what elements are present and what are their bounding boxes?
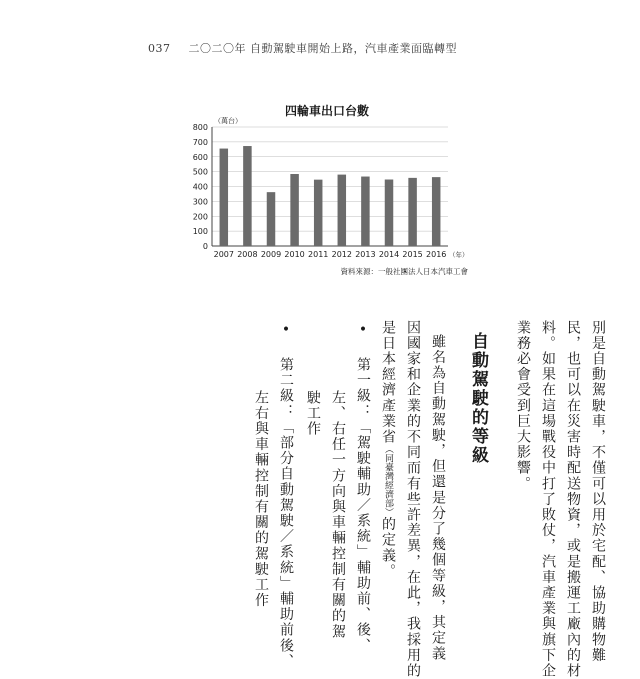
bar-2015 — [408, 178, 416, 246]
bullet-level-1: • 第一級：「駕駛輔助／系統」輔助前、後、 — [355, 322, 371, 654]
x-axis-unit-label: （年） — [449, 251, 468, 259]
y-tick-label: 600 — [192, 152, 208, 162]
bullet-level-1-cont-2: 駛工作 — [305, 390, 321, 437]
export-bar-chart — [186, 92, 468, 278]
body-column-4: 業務必會受到巨大影響。 — [515, 320, 531, 492]
running-title: 二〇二〇年 自動駕駛車開始上路，汽車產業面臨轉型 — [188, 42, 457, 55]
bar-2012 — [338, 175, 346, 246]
x-tick-label: 2014 — [378, 250, 400, 259]
x-tick-label: 2011 — [308, 250, 329, 259]
x-tick-label: 2008 — [237, 250, 258, 259]
bullet-level-2: • 第二級：「部分自動駕駛／系統」輔助前後、 — [278, 322, 294, 670]
y-tick-label: 100 — [192, 227, 208, 237]
section-heading: 自動駕駛的等級 — [468, 332, 488, 465]
bar-2010 — [290, 174, 298, 246]
y-tick-label: 500 — [192, 167, 208, 177]
bar-2008 — [243, 146, 251, 246]
y-tick-label: 0 — [202, 242, 208, 251]
chart-svg — [186, 92, 468, 278]
x-tick-label: 2010 — [284, 250, 305, 259]
x-tick-label: 2012 — [331, 250, 352, 259]
body-column-7 — [380, 320, 396, 579]
y-tick-label: 700 — [192, 137, 208, 147]
y-tick-label: 200 — [192, 212, 208, 222]
bar-2007 — [220, 149, 228, 246]
chart-source: 資料來源：一般社團法人日本汽車工會 — [340, 267, 468, 276]
running-header — [148, 40, 457, 56]
x-tick-label: 2013 — [355, 250, 376, 259]
bullet-level-1-cont-1: 左、右任一方向與車輛控制有關的駕 — [330, 390, 346, 640]
body-column-7-text-b: 的定義。 — [380, 516, 396, 580]
bullet-level-2-cont: 左右與車輛控制有關的駕駛工作 — [253, 390, 269, 609]
body-column-2: 民，也可以在災害時配送物資，或是搬運工廠內的材 — [565, 320, 581, 679]
y-tick-label: 400 — [192, 182, 208, 192]
body-column-3: 料。如果在這場戰役中打了敗仗，汽車產業與旗下企 — [540, 320, 556, 679]
x-tick-label: 2007 — [213, 250, 234, 259]
body-column-1: 別是自動駕駛車，不僅可以用於宅配、協助購物難 — [590, 320, 606, 664]
y-tick-label: 800 — [192, 123, 208, 132]
bar-2009 — [267, 192, 275, 246]
bar-2014 — [385, 180, 393, 246]
y-axis-unit-label: （萬台） — [214, 117, 242, 125]
x-tick-label: 2009 — [260, 250, 282, 259]
chart-title: 四輪車出口台數 — [284, 104, 369, 118]
body-column-6: 因國家和企業的不同而有些許差異，在此，我採用的 — [405, 320, 421, 679]
bar-2011 — [314, 180, 322, 246]
body-column-7-text-a: 是日本經濟產業省 — [380, 320, 396, 445]
y-tick-label: 300 — [192, 197, 208, 207]
bar-2016 — [432, 177, 440, 246]
x-tick-label: 2016 — [426, 250, 447, 259]
x-tick-label: 2015 — [402, 250, 423, 259]
bar-2013 — [361, 177, 369, 246]
body-column-7-note: （同臺灣經濟部） — [383, 444, 393, 517]
page-number: 037 — [148, 42, 171, 55]
body-column-5: 雖名為自動駕駛，但還是分了幾個等級，其定義 — [430, 334, 446, 662]
